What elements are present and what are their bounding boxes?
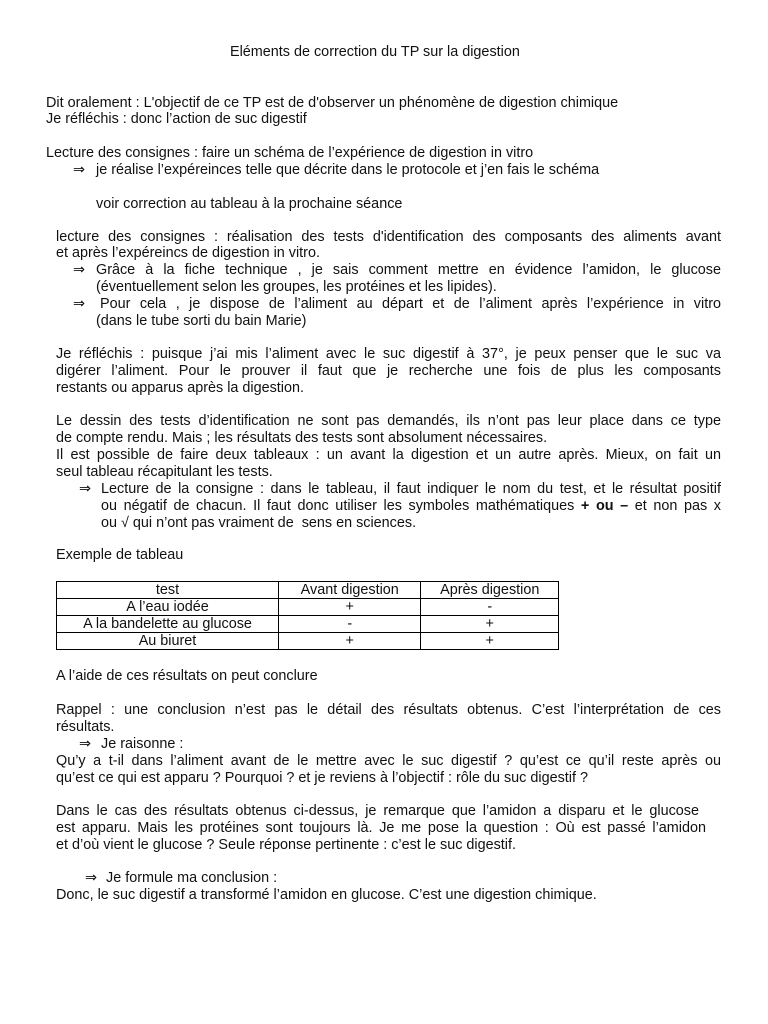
table-cell: A l’eau iodée [57, 599, 279, 616]
bullet-text: Grâce à la fiche technique , je sais comment mettre en évidence l’amidon, le glucose [96, 262, 721, 278]
page-title: Eléments de correction du TP sur la digestion [230, 44, 520, 60]
paragraph-line: Donc, le suc digestif a transformé l’amidon en glucose. C’est une digestion chimique. [56, 887, 597, 903]
table-cell: Au biuret [57, 633, 279, 650]
arrow-bullet-icon: ⇒ [73, 162, 86, 178]
table-cell: + [279, 599, 421, 616]
paragraph-line: Je réfléchis : puisque j’ai mis l’aliment avec le suc digestif à 37°, je peux penser que le suc va [56, 346, 721, 362]
paragraph-line: Rappel : une conclusion n’est pas le détail des résultats obtenus. C’est l’interprétation de ces [56, 702, 721, 718]
paragraph-line: lecture des consignes : réalisation des tests d'identification des composants des aliments avant [56, 229, 721, 245]
bullet-text: (éventuellement selon les groupes, les protéines et les lipides). [96, 279, 497, 295]
bullet-text-segment: et non pas x [628, 498, 721, 514]
table-cell: + [279, 633, 421, 650]
paragraph-line: et d’où vient le glucose ? Seule réponse pertinente : c’est le suc digestif. [56, 837, 516, 853]
table-cell: A la bandelette au glucose [57, 616, 279, 633]
table-row [57, 616, 559, 633]
bullet-text: Je raisonne : [101, 736, 184, 752]
paragraph-line: Dans le cas des résultats obtenus ci-dessus, je remarque que l’amidon a disparu et le glucose [56, 803, 699, 819]
table-header-row [57, 582, 559, 599]
table-header-cell: Après digestion [421, 582, 559, 599]
arrow-bullet-icon: ⇒ [79, 481, 92, 497]
bullet-text: Je formule ma conclusion : [106, 870, 278, 886]
table-header-cell: test [57, 582, 279, 599]
bullet-text: je réalise l’expéreinces telle que décrite dans le protocole et j’en fais le schéma [96, 162, 600, 178]
paragraph-line: résultats. [56, 719, 115, 735]
table-row [57, 633, 559, 650]
bullet-text [101, 498, 721, 515]
paragraph-line: Je réfléchis : donc l’action de suc digestif [46, 111, 307, 127]
paragraph-line: de compte rendu. Mais ; les résultats des tests sont absolument nécessaires. [56, 430, 548, 446]
table-cell: + [421, 616, 559, 633]
example-label: Exemple de tableau [56, 547, 184, 563]
arrow-bullet-icon: ⇒ [73, 296, 86, 312]
paragraph-line: est apparu. Mais les protéines sont toujours là. Je me pose la question : Où est passé l’amidon [56, 820, 706, 836]
paragraph-line: Qu’y a t-il dans l’aliment avant de le mettre avec le suc digestif ? qu’est ce qu’il reste après ou [56, 753, 721, 769]
arrow-bullet-icon: ⇒ [73, 262, 86, 278]
paragraph-line: restants ou apparus après la digestion. [56, 380, 304, 396]
paragraph-line: digérer l’aliment. Pour le prouver il faut que je recherche une fois de plus les composants [56, 363, 721, 379]
paragraph-line: Lecture des consignes : faire un schéma de l’expérience de digestion in vitro [46, 145, 534, 161]
table-header-cell: Avant digestion [279, 582, 421, 599]
paragraph-line: qu’est ce qui est apparu ? Pourquoi ? et je reviens à l’objectif : rôle du suc digestif ? [56, 770, 588, 786]
paragraph-line: et après l’expéreincs de digestion in vitro. [56, 245, 320, 261]
bullet-text: Lecture de la consigne : dans le tableau, il faut indiquer le nom du test, et le résultat positif [101, 481, 721, 497]
table-row [57, 599, 559, 616]
table-cell: - [421, 599, 559, 616]
bullet-text: Pour cela , je dispose de l’aliment au départ et de l’aliment après l’expérience in vitro [100, 296, 721, 312]
bullet-text-segment: ou négatif de chacun. Il faut donc utiliser les symboles mathématiques [101, 498, 581, 514]
arrow-bullet-icon: ⇒ [79, 736, 92, 752]
table-cell: - [279, 616, 421, 633]
bullet-text: (dans le tube sorti du bain Marie) [96, 313, 307, 329]
paragraph-line: Dit oralement : L'objectif de ce TP est de d'observer un phénomène de digestion chimique [46, 95, 619, 111]
paragraph-line: A l’aide de ces résultats on peut conclure [56, 668, 318, 684]
results-table [56, 581, 559, 650]
paragraph-line: Il est possible de faire deux tableaux : un avant la digestion et un autre après. Mieux, on fait un [56, 447, 721, 463]
paragraph-line: voir correction au tableau à la prochaine séance [96, 196, 403, 212]
table-cell: + [421, 633, 559, 650]
arrow-bullet-icon: ⇒ [85, 870, 98, 886]
bullet-text: ou √ qui n’ont pas vraiment de sens en sciences. [101, 515, 417, 531]
paragraph-line: seul tableau récapitulant les tests. [56, 464, 273, 480]
paragraph-line: Le dessin des tests d’identification ne sont pas demandés, ils n’ont pas leur place dans ce type [56, 413, 721, 429]
bold-symbols: + ou – [580, 498, 629, 514]
